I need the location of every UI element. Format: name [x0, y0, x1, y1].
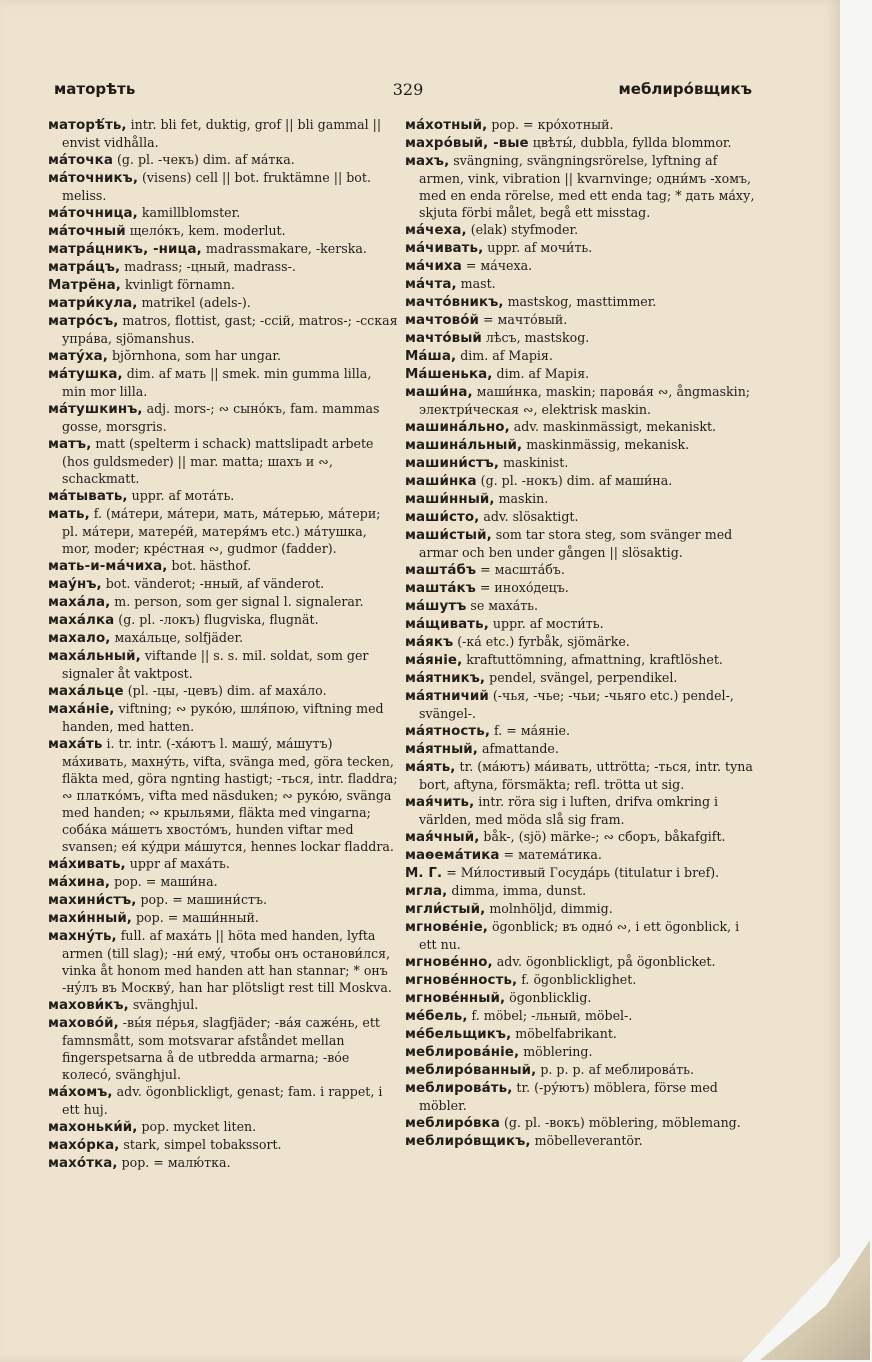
- dictionary-entry: [405, 1132, 755, 1150]
- entry-definition: ögonblicklig.: [505, 990, 592, 1005]
- entry-headword: матри́кула,: [48, 296, 138, 311]
- entry-definition: pop. mycket liten.: [137, 1119, 257, 1134]
- dictionary-entry: [48, 1154, 398, 1172]
- entry-definition: adv. ögonblickligt, på ögonblicket.: [492, 954, 716, 969]
- entry-definition: -вы́я пе́рья, slagfjäder; -ва́я саже́нь, ett famnsmått, som motsvarar afståndet mellan fingerspetsarna å de utbredda armarna; -вóе колесó, svänghjul.: [62, 1015, 380, 1082]
- dictionary-entry: [405, 275, 755, 293]
- entry-headword: ма́точка: [48, 153, 113, 168]
- entry-headword: махро́вый, -вые: [405, 136, 529, 151]
- dictionary-entry: [48, 593, 398, 611]
- dictionary-entry: [405, 257, 755, 275]
- dictionary-entry: [405, 740, 755, 758]
- entry-definition: f. = ма́янiе.: [490, 723, 570, 738]
- entry-definition: (g. pl. -локъ) flugviska, flugnät.: [114, 612, 319, 627]
- entry-definition: tr. (-ру́ютъ) möblera, förse med möbler.: [419, 1080, 718, 1113]
- entry-headword: мату́ха,: [48, 349, 108, 364]
- entry-definition: = ма́чеха.: [461, 258, 533, 273]
- dictionary-entry: [48, 700, 398, 735]
- right-column: [405, 116, 755, 1150]
- entry-definition: маха́льце, solfjäder.: [110, 630, 244, 645]
- entry-definition: щело́къ, kem. moderlut.: [125, 223, 286, 238]
- dictionary-entry: [405, 561, 755, 579]
- entry-headword: ма́хомъ,: [48, 1085, 113, 1100]
- entry-headword: мать-и-ма́чиха,: [48, 559, 168, 574]
- entry-headword: матра́цъ,: [48, 260, 121, 275]
- entry-definition: (g. pl. -вокъ) möblering, möblemang.: [499, 1115, 741, 1130]
- entry-headword: маши́нка: [405, 474, 477, 489]
- dictionary-entry: [48, 151, 398, 169]
- entry-definition: uppr af маха́ть.: [125, 856, 230, 871]
- dictionary-entry: [48, 204, 398, 222]
- entry-definition: (pl. -цы, -цевъ) dim. af маха́ло.: [123, 683, 327, 698]
- entry-definition: mast.: [456, 276, 496, 291]
- entry-headword: мгли́стый,: [405, 902, 486, 917]
- dictionary-entry: [405, 1061, 755, 1079]
- entry-headword: ма́хина,: [48, 875, 111, 890]
- entry-headword: меблирова́нiе,: [405, 1045, 520, 1060]
- entry-definition: (-чья, -чье; -чьи; -чьяго etc.) pendel-, svängel-.: [419, 688, 734, 721]
- dictionary-entry: [48, 400, 398, 435]
- dictionary-entry: [405, 579, 755, 597]
- entry-definition: uppr. af мости́ть.: [488, 616, 604, 631]
- entry-headword: Ма́ша,: [405, 349, 457, 364]
- dictionary-entry: [405, 722, 755, 740]
- entry-definition: маши́нка, maskin; парова́я ∾, ångmaskin; электри́ческая ∾, elektrisk maskin.: [419, 384, 751, 417]
- dictionary-entry: [405, 472, 755, 490]
- dictionary-entry: [405, 490, 755, 508]
- entry-headword: мая́чный,: [405, 830, 480, 845]
- entry-headword: меблиро́вка: [405, 1116, 500, 1131]
- entry-definition: kvinligt förnamn.: [120, 277, 235, 292]
- dictionary-entry: [48, 629, 398, 647]
- entry-headword: маши́стый,: [405, 528, 492, 543]
- entry-headword: матъ,: [48, 437, 92, 452]
- entry-definition: = матема́тика.: [499, 847, 602, 862]
- entry-headword: маха́льце: [48, 684, 124, 699]
- entry-definition: лѣсъ, mastskog.: [481, 330, 590, 345]
- entry-headword: ма́чта,: [405, 277, 457, 292]
- left-column: [48, 116, 398, 1172]
- dictionary-entry: [405, 116, 755, 134]
- entry-headword: меблиро́вщикъ,: [405, 1134, 531, 1149]
- entry-headword: Матрёна,: [48, 278, 121, 293]
- entry-definition: matros, flottist, gast; -ссiй, matros-; -сская упра́ва, sjömanshus.: [62, 313, 398, 346]
- dictionary-entry: [48, 276, 398, 294]
- entry-definition: kamillblomster.: [137, 205, 241, 220]
- dictionary-entry: [405, 793, 755, 828]
- dictionary-entry: [405, 454, 755, 472]
- dictionary-entry: [48, 855, 398, 873]
- dictionary-entry: [48, 909, 398, 927]
- dictionary-entry: [48, 116, 398, 151]
- entry-definition: = инохо́децъ.: [475, 580, 569, 595]
- dictionary-entry: [48, 927, 398, 996]
- entry-definition: (-ка́ etc.) fyrbåk, sjömärke.: [453, 634, 630, 649]
- entry-definition: ögonblick; въ одно́ ∾, i ett ögonblick, i ett nu.: [419, 919, 740, 952]
- entry-definition: i. tr. intr. (-ха́ютъ l. машу́, ма́шутъ) ма́хивать, махну́ть, vifta, svänga med, göra tecken, fläkta med, göra ngnting hastigt; -ться, intr. fladdra; ∾ платко́мъ, vifta med näsduken; ∾ руко́ю, svänga med handen; ∾ крыльями, fläkta med vingarna; соба́ка ма́шетъ хвосто́мъ, hunden viftar med svansen; ея́ ку́дри ма́шутся, hennes lockar fladdra.: [62, 736, 398, 854]
- dictionary-entry: [48, 891, 398, 909]
- entry-headword: махови́къ,: [48, 998, 129, 1013]
- entry-headword: ма́чиха: [405, 259, 462, 274]
- entry-definition: madrass; -цный, madrass-.: [120, 259, 296, 274]
- dictionary-entry: [405, 383, 755, 418]
- entry-headword: ме́бельщикъ,: [405, 1027, 512, 1042]
- entry-headword: Ма́шенька,: [405, 367, 493, 382]
- entry-headword: ма́шутъ: [405, 599, 467, 614]
- entry-headword: маха́ть: [48, 737, 103, 752]
- dictionary-entry: [48, 735, 398, 855]
- entry-headword: махини́стъ,: [48, 893, 137, 908]
- entry-definition: som tar stora steg, som svänger med armar och ben under gången || slösaktig.: [419, 527, 733, 560]
- entry-definition: afmattande.: [477, 741, 559, 756]
- dictionary-entry: [405, 508, 755, 526]
- entry-definition: f. (ма́тери, ма́тери, мать, ма́терью, ма́тери; pl. ма́тери, матерéй, матеря́мъ etc.) ма́тушка, mor, moder; кре́стная ∾, gudmor (fadder).: [62, 506, 381, 556]
- right-running-head: меблиро́вщикъ: [618, 80, 752, 98]
- dictionary-entry: [405, 864, 755, 882]
- dictionary-entry: [405, 1079, 755, 1114]
- dictionary-entry: [405, 597, 755, 615]
- dictionary-entry: [405, 365, 755, 383]
- entry-headword: меблиро́ванный,: [405, 1063, 537, 1078]
- entry-headword: махъ,: [405, 154, 450, 169]
- dictionary-entry: [405, 615, 755, 633]
- entry-headword: машина́льно,: [405, 420, 510, 435]
- entry-headword: маши́на,: [405, 385, 473, 400]
- entry-headword: ма́ятничий: [405, 689, 489, 704]
- entry-definition: maskinmässig, mekanisk.: [522, 437, 690, 452]
- entry-definition: svängning, svängningsrörelse, lyftning af armen, vink, vibration || kvarnvinge; одни́мъ -хомъ, med en enda rörelse, med ett enda tag; * дать ма́ху, skjuta förbi målet, begå ett misstag.: [419, 153, 755, 220]
- entry-headword: мау́нъ,: [48, 577, 102, 592]
- entry-headword: ма́тушкинъ,: [48, 402, 143, 417]
- entry-definition: viftande || s. s. mil. soldat, som ger signaler åt vaktpost.: [62, 648, 369, 681]
- entry-headword: махово́й,: [48, 1016, 119, 1031]
- entry-definition: p. p. p. af меблирова́ть.: [536, 1062, 695, 1077]
- entry-definition: pendel, svängel, perpendikel.: [485, 670, 678, 685]
- entry-headword: махо́рка,: [48, 1138, 120, 1153]
- dictionary-entry: [48, 1118, 398, 1136]
- entry-definition: full. af маха́ть || höta med handen, lyfta armen (till slag); -ни́ ему́, чтобы онъ останови́лся, vinka åt honom med handen att han stannar; * онъ -нýлъ въ Москву́, han har plötsligt rest till Moskva.: [62, 928, 392, 995]
- entry-definition: tr. (ма́ютъ) ма́ивать, uttrötta; -ться, intr. tyna bort, aftyna, försmäkta; refl. trötta ut sig.: [419, 759, 753, 792]
- entry-definition: molnhöljd, dimmig.: [485, 901, 613, 916]
- entry-headword: ма́янiе,: [405, 653, 463, 668]
- entry-headword: мачто́вый: [405, 331, 482, 346]
- dictionary-entry: [405, 347, 755, 365]
- entry-headword: мгнове́нный,: [405, 991, 506, 1006]
- entry-definition: pop. = машини́стъ.: [136, 892, 267, 907]
- dictionary-entry: [405, 134, 755, 152]
- entry-definition: adv. maskinmässigt, mekaniskt.: [509, 419, 717, 434]
- entry-headword: матро́съ,: [48, 314, 119, 329]
- dictionary-entry: [405, 1025, 755, 1043]
- dictionary-entry: [48, 294, 398, 312]
- dictionary-entry: [405, 989, 755, 1007]
- entry-headword: машини́стъ,: [405, 456, 500, 471]
- dictionary-entry: [48, 487, 398, 505]
- dictionary-entry: [48, 505, 398, 557]
- entry-headword: ма́чивать,: [405, 241, 484, 256]
- dictionary-entry: [405, 436, 755, 454]
- entry-headword: маха́лка: [48, 613, 115, 628]
- entry-headword: матра́цникъ, -ница,: [48, 242, 202, 257]
- entry-definition: pop. = маши́на.: [110, 874, 218, 889]
- entry-headword: машта́бъ: [405, 563, 477, 578]
- entry-headword: ма́ятный,: [405, 742, 478, 757]
- entry-headword: мгнове́нiе,: [405, 920, 488, 935]
- entry-definition: цвѣты́, dubbla, fyllda blommor.: [528, 135, 732, 150]
- entry-definition: bot. hästhof.: [167, 558, 252, 573]
- entry-definition: = Ми́лостивый Госуда́рь (titulatur i bref).: [442, 865, 720, 880]
- entry-headword: ме́бель,: [405, 1009, 468, 1024]
- entry-headword: мгла,: [405, 884, 448, 899]
- entry-headword: ма́тывать,: [48, 489, 128, 504]
- entry-headword: ма́точный: [48, 224, 126, 239]
- entry-definition: dim. af мать || smek. min gumma lilla, min mor lilla.: [62, 366, 372, 399]
- entry-headword: махи́нный,: [48, 911, 132, 926]
- dictionary-entry: [48, 365, 398, 400]
- entry-headword: ма́тушка,: [48, 367, 123, 382]
- entry-definition: maskin.: [494, 491, 549, 506]
- entry-headword: ма́ять,: [405, 760, 456, 775]
- dictionary-entry: [405, 1007, 755, 1025]
- entry-headword: махáнiе,: [48, 702, 115, 717]
- entry-definition: matt (spelterm i schack) mattslipadt arbete (hos guldsmeder) || mar. matta; шахъ и ∾, schackmatt.: [62, 436, 374, 486]
- entry-headword: маторѣ́ть,: [48, 118, 127, 133]
- dictionary-entry: [405, 953, 755, 971]
- dictionary-entry: [405, 152, 755, 221]
- entry-headword: маши́нный,: [405, 492, 495, 507]
- entry-headword: меблирова́ть,: [405, 1081, 513, 1096]
- dictionary-entry: [48, 240, 398, 258]
- entry-definition: stark, simpel tobakssort.: [119, 1137, 282, 1152]
- entry-headword: махну́ть,: [48, 929, 117, 944]
- entry-headword: махо́тка,: [48, 1156, 118, 1171]
- dictionary-entry: [405, 221, 755, 239]
- dictionary-entry: [48, 169, 398, 204]
- entry-headword: машта́къ: [405, 581, 476, 596]
- entry-headword: ма́точница,: [48, 206, 138, 221]
- entry-definition: maskinist.: [499, 455, 569, 470]
- entry-definition: pop. = маши́нный.: [131, 910, 259, 925]
- dictionary-entry: [48, 647, 398, 682]
- dictionary-entry: [405, 1043, 755, 1061]
- entry-definition: pop. = малю́тка.: [117, 1155, 231, 1170]
- entry-headword: мать,: [48, 507, 90, 522]
- entry-definition: intr. bli fet, duktig, grof || bli gammal || envist vidhålla.: [62, 117, 382, 150]
- entry-definition: madrassmakare, -kerska.: [201, 241, 367, 256]
- dictionary-entry: [48, 258, 398, 276]
- entry-headword: ма́ятность,: [405, 724, 491, 739]
- entry-definition: dim. af Марія.: [492, 366, 590, 381]
- entry-headword: маха́льный,: [48, 649, 141, 664]
- entry-headword: мая́чить,: [405, 795, 475, 810]
- entry-definition: adj. mors-; ∾ сыно́къ, fam. mammas gosse, morsgris.: [62, 401, 380, 434]
- page-number: 329: [392, 80, 424, 99]
- dictionary-entry: [405, 846, 755, 864]
- entry-definition: adv. ögonblickligt, genast; fam. i rappet, i ett huj.: [62, 1084, 383, 1117]
- dictionary-entry: [405, 418, 755, 436]
- dictionary-entry: [48, 347, 398, 365]
- dictionary-entry: [405, 828, 755, 846]
- entry-definition: uppr. af мота́ть.: [127, 488, 235, 503]
- entry-definition: svänghjul.: [128, 997, 199, 1012]
- entry-definition: möblering.: [519, 1044, 593, 1059]
- dictionary-entry: [48, 1136, 398, 1154]
- entry-headword: ма́чеха,: [405, 223, 467, 238]
- entry-definition: kraftuttömning, afmattning, kraftlöshet.: [462, 652, 723, 667]
- dictionary-entry: [405, 758, 755, 793]
- entry-headword: машина́льный,: [405, 438, 523, 453]
- dictionary-entry: [405, 633, 755, 651]
- entry-headword: ма́якъ: [405, 635, 454, 650]
- entry-definition: f. ögonblicklighet.: [517, 972, 637, 987]
- entry-definition: uppr. af мочи́ть.: [483, 240, 593, 255]
- entry-headword: ма́щивать,: [405, 617, 489, 632]
- entry-headword: ма́хивать,: [48, 857, 126, 872]
- entry-definition: adv. slösaktigt.: [479, 509, 579, 524]
- dictionary-entry: [48, 873, 398, 891]
- entry-headword: маха́ла,: [48, 595, 111, 610]
- entry-definition: matrikel (adels-).: [137, 295, 251, 310]
- dictionary-entry: [48, 557, 398, 575]
- dictionary-entry: [48, 996, 398, 1014]
- entry-headword: мгнове́нно,: [405, 955, 493, 970]
- entry-headword: ма́ятникъ,: [405, 671, 486, 686]
- dictionary-entry: [48, 435, 398, 487]
- entry-headword: мачтово́й: [405, 313, 479, 328]
- dictionary-entry: [48, 312, 398, 347]
- dictionary-entry: [405, 526, 755, 561]
- dictionary-entry: [405, 669, 755, 687]
- dictionary-entry: [405, 239, 755, 257]
- entry-definition: möbelleverantör.: [530, 1133, 643, 1148]
- entry-headword: маши́сто,: [405, 510, 480, 525]
- entry-definition: mastskog, masttimmer.: [503, 294, 657, 309]
- entry-headword: мачто́вникъ,: [405, 295, 504, 310]
- entry-definition: se маха́ть.: [466, 598, 539, 613]
- entry-definition: (g. pl. -нокъ) dim. af маши́на.: [476, 473, 673, 488]
- left-running-head: маторѣть: [54, 80, 136, 98]
- entry-definition: intr. röra sig i luften, drifva omkring i världen, med möda slå sig fram.: [419, 794, 719, 827]
- dictionary-entry: [48, 611, 398, 629]
- dictionary-entry: [48, 1083, 398, 1118]
- dictionary-entry: [405, 329, 755, 347]
- entry-definition: = мачто́вый.: [479, 312, 568, 327]
- dictionary-entry: [405, 918, 755, 953]
- entry-headword: ма́хотный,: [405, 118, 488, 133]
- entry-definition: f. möbel; -льный, möbel-.: [467, 1008, 633, 1023]
- dictionary-entry: [405, 293, 755, 311]
- dictionary-entry: [405, 651, 755, 669]
- entry-definition: dim. af Марія.: [456, 348, 553, 363]
- entry-headword: мгнове́нность,: [405, 973, 518, 988]
- dictionary-entry: [405, 971, 755, 989]
- entry-definition: (g. pl. -чекъ) dim. af ма́тка.: [112, 152, 295, 167]
- entry-definition: bot. vänderot; -нный, af vänderot.: [101, 576, 325, 591]
- entry-definition: m. person, som ger signal l. signalerar.: [110, 594, 364, 609]
- entry-headword: ма́точникъ,: [48, 171, 139, 186]
- entry-headword: маѳема́тика: [405, 848, 500, 863]
- dictionary-entry: [405, 900, 755, 918]
- dictionary-entry: [405, 687, 755, 722]
- entry-definition: dimma, imma, dunst.: [447, 883, 587, 898]
- dictionary-entry: [48, 682, 398, 700]
- entry-definition: viftning; ∾ руко́ю, шля́пою, viftning med handen, med hatten.: [62, 701, 384, 734]
- entry-definition: (visens) cell || bot. fruktämne || bot. meliss.: [62, 170, 371, 203]
- entry-definition: pop. = кро́хотный.: [487, 117, 614, 132]
- entry-definition: bjŏrnhona, som har ungar.: [107, 348, 282, 363]
- entry-definition: (elak) styfmoder.: [466, 222, 579, 237]
- dictionary-entry: [48, 1014, 398, 1083]
- dictionary-entry: [405, 311, 755, 329]
- entry-definition: möbelfabrikant.: [511, 1026, 617, 1041]
- entry-definition: = масшта́бъ.: [476, 562, 565, 577]
- dictionary-entry: [405, 882, 755, 900]
- page-header: [48, 80, 752, 104]
- dictionary-entry: [48, 575, 398, 593]
- entry-headword: махало,: [48, 631, 111, 646]
- entry-headword: махоньки́й,: [48, 1120, 138, 1135]
- entry-headword: М. Г.: [405, 866, 443, 881]
- entry-definition: båk-, (sjö) märke-; ∾ сборъ, båkafgift.: [479, 829, 726, 844]
- dictionary-entry: [405, 1114, 755, 1132]
- dictionary-entry: [48, 222, 398, 240]
